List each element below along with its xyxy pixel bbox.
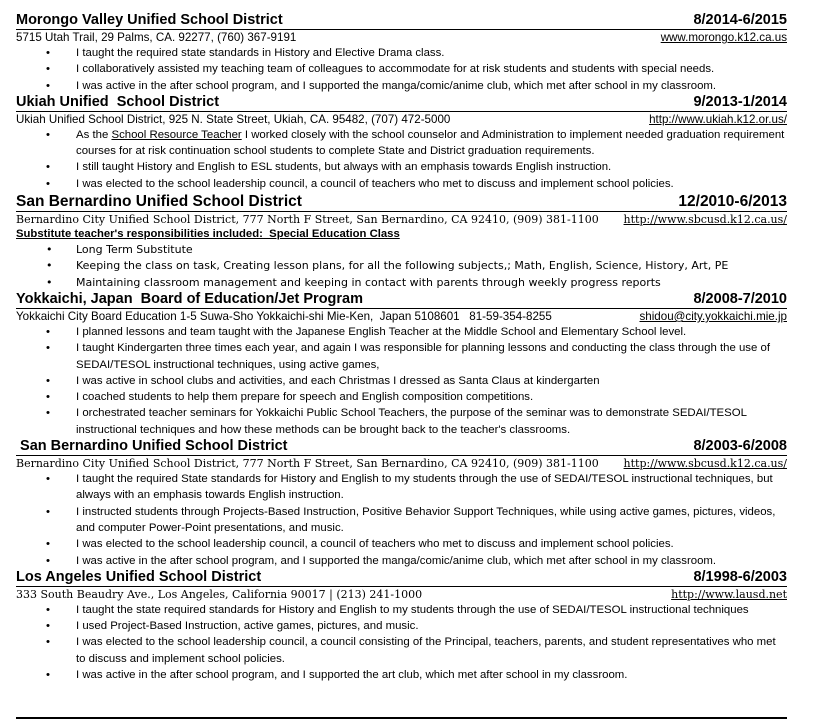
job-entry-san-bernardino-2003 (16, 438, 787, 569)
bullet-icon: • (46, 243, 53, 257)
employer-url[interactable]: http://www.ukiah.k12.or.us/ (649, 112, 787, 126)
bullet-icon: • (46, 177, 50, 190)
job-header (16, 94, 787, 112)
duty-item: • I was elected to the school leadership council, a council of teachers who met to discuss and implement school policies. (16, 176, 787, 192)
employment-dates: 8/2014-6/2015 (693, 12, 787, 28)
duty-item: • I used Project-Based Instruction, active games, pictures, and music. (16, 618, 787, 634)
employer-name: San Bernardino Unified School District (16, 438, 288, 455)
bullet-icon: • (46, 374, 50, 387)
duty-item: • I was active in the after school program, and I supported the art club, which met after school in my classroom. (16, 667, 787, 683)
duty-item: • Long Term Substitute (16, 242, 787, 258)
employer-name: Morongo Valley Unified School District (16, 12, 283, 28)
employer-address-row (16, 112, 787, 127)
resume-employment-section (16, 12, 787, 683)
duty-item: • I collaboratively assisted my teaching team of colleagues to accommodate for at risk students and students with special needs. (16, 61, 787, 77)
bullet-icon: • (46, 620, 50, 633)
employment-dates: 12/2010-6/2013 (678, 193, 787, 211)
employer-address-row (16, 309, 787, 324)
duty-item: • I planned lessons and team taught with the Japanese English Teacher at the Middle School and Elementary School level. (16, 324, 787, 340)
duty-item: • I taught the required state standards in History and Elective Drama class. (16, 45, 787, 61)
duty-item: • I still taught History and English to ESL students, but always with an emphasis towards English instruction. (16, 159, 787, 175)
employer-url[interactable]: www.morongo.k12.ca.us (660, 31, 787, 44)
bullet-icon: • (46, 505, 50, 518)
employer-url[interactable]: http://www.sbcusd.k12.ca.us/ (623, 213, 787, 227)
duties-list (16, 127, 787, 192)
bullet-icon: • (46, 259, 53, 273)
employer-name: San Bernardino Unified School District (16, 193, 302, 211)
duty-item: • Keeping the class on task, Creating lesson plans, for all the following subjects,; Math, English, Science, History, Art, PE (16, 258, 787, 274)
duty-item: • I instructed students through Projects-Based Instruction, Positive Behavior Support Techniques, while using active games, pictures, videos, and computer Power-Point presentations, and music. (46, 505, 776, 534)
employer-address-row (16, 30, 787, 45)
bullet-icon: • (46, 47, 50, 59)
employment-dates: 8/1998-6/2003 (693, 568, 787, 585)
bullet-icon: • (46, 473, 50, 486)
section-divider (16, 717, 787, 719)
bullet-icon: • (46, 79, 50, 92)
duty-item: • I orchestrated teacher seminars for Yokkaichi Public School Teachers, the purpose of the seminar was to demonstrate SEDAI/TESOL instructional techniques and how these methods can be brought back to the teacher's classrooms. (46, 407, 747, 436)
duty-item: • I coached students to help them prepare for speech and English composition competitions. (16, 389, 787, 405)
bullet-icon: • (46, 325, 50, 338)
employer-address: Ukiah Unified School District, 925 N. State Street, Ukiah, CA. 95482, (707) 472-5000 (16, 112, 451, 126)
employer-address-row (16, 587, 787, 602)
employer-url[interactable]: http://www.lausd.net (671, 587, 787, 601)
bullet-icon: • (46, 538, 50, 551)
employer-address-row (16, 456, 787, 471)
job-header (16, 438, 787, 456)
bullet-icon: • (46, 669, 50, 682)
job-entry-morongo (16, 12, 787, 94)
duty-item: • I was elected to the school leadership council, a council of teachers who met to discuss and implement school policies. (16, 536, 787, 552)
duties-list (16, 471, 787, 569)
duties-list (16, 242, 787, 291)
employer-email[interactable]: shidou@city.yokkaichi.mie.jp (639, 309, 787, 323)
bullet-icon: • (46, 603, 50, 616)
employment-dates: 9/2013-1/2014 (693, 93, 787, 110)
bullet-icon: • (46, 554, 50, 567)
job-entry-san-bernardino-2010 (16, 192, 787, 291)
duty-item: • Maintaining classroom management and keeping in contact with parents through weekly progress reports (16, 275, 787, 291)
job-header (16, 291, 787, 309)
duties-list (16, 45, 787, 94)
bullet-icon: • (46, 161, 50, 174)
bullet-icon: • (46, 275, 53, 289)
bullet-icon: • (46, 407, 50, 420)
job-entry-los-angeles (16, 569, 787, 683)
employer-address: 333 South Beaudry Ave., Los Angeles, California 90017 | (213) 241-1000 (16, 587, 423, 601)
duty-item: • I was active in school clubs and activities, and each Christmas I dressed as Santa Claus at kindergarten (16, 373, 787, 389)
job-header (16, 569, 787, 587)
employer-name: Los Angeles Unified School District (16, 568, 262, 585)
duty-item: • I taught Kindergarten three times each year, and again I was responsible for planning lessons and conducting the class through the use of SEDAI/TESOL instructional techniques, using active games, (46, 342, 771, 371)
duty-item: • As the School Resource Teacher I worked closely with the school counselor and Administration to implement needed graduation requirement courses for at risk continuation school students to complete State and District graduation requirements. (46, 128, 785, 158)
employer-url[interactable]: http://www.sbcusd.k12.ca.us/ (623, 457, 787, 471)
job-entry-yokkaichi (16, 291, 787, 438)
employment-dates: 8/2008-7/2010 (693, 290, 787, 307)
job-header (16, 192, 787, 212)
duty-item: • I was active in the after school program, and I supported the manga/comic/anime club, which met after school in my classroom. (16, 553, 787, 569)
bullet-icon: • (46, 128, 50, 141)
employer-name: Ukiah Unified School District (16, 93, 220, 110)
responsibilities-note: Substitute teacher's responsibilities included: Special Education Class (16, 228, 400, 241)
duties-list (16, 602, 787, 683)
duties-list (16, 324, 787, 438)
employer-address: Yokkaichi City Board Education 1-5 Suwa-Sho Yokkaichi-shi Mie-Ken, Japan 5108601 81-59-354-8255 (16, 309, 552, 323)
employer-address: Bernardino City Unified School District, 777 North F Street, San Bernardino, CA 92410, (909) 381-1100 (16, 457, 599, 471)
employer-address: 5715 Utah Trail, 29 Palms, CA. 92277, (760) 367-9191 (16, 31, 297, 44)
role-title: School Resource Teacher (111, 128, 242, 141)
job-entry-ukiah (16, 94, 787, 192)
employment-dates: 8/2003-6/2008 (693, 438, 787, 455)
employer-address-row (16, 212, 787, 227)
duty-item: • I taught the state required standards for History and English to my students through the use of SEDAI/TESOL instructional techniques (16, 602, 787, 618)
duty-item: • I was active in the after school program, and I supported the manga/comic/anime club, which met after school in my classroom. (16, 78, 787, 94)
bullet-icon: • (46, 63, 50, 76)
bullet-icon: • (46, 391, 50, 404)
duty-item: • I was elected to the school leadership council, a council consisting of the Principal, teachers, parents, and student representatives who met to discuss and implement school policies. (46, 636, 776, 665)
job-header (16, 12, 787, 30)
employer-name: Yokkaichi, Japan Board of Education/Jet Program (16, 290, 364, 307)
bullet-icon: • (46, 342, 50, 355)
duty-item: • I taught the required State standards for History and English to my students through the use of SEDAI/TESOL instructional techniques, but always with an emphasis towards English instruction. (46, 473, 773, 502)
employer-address: Bernardino City Unified School District, 777 North F Street, San Bernardino, CA 92410, (909) 381-1100 (16, 213, 599, 227)
bullet-icon: • (46, 636, 50, 649)
